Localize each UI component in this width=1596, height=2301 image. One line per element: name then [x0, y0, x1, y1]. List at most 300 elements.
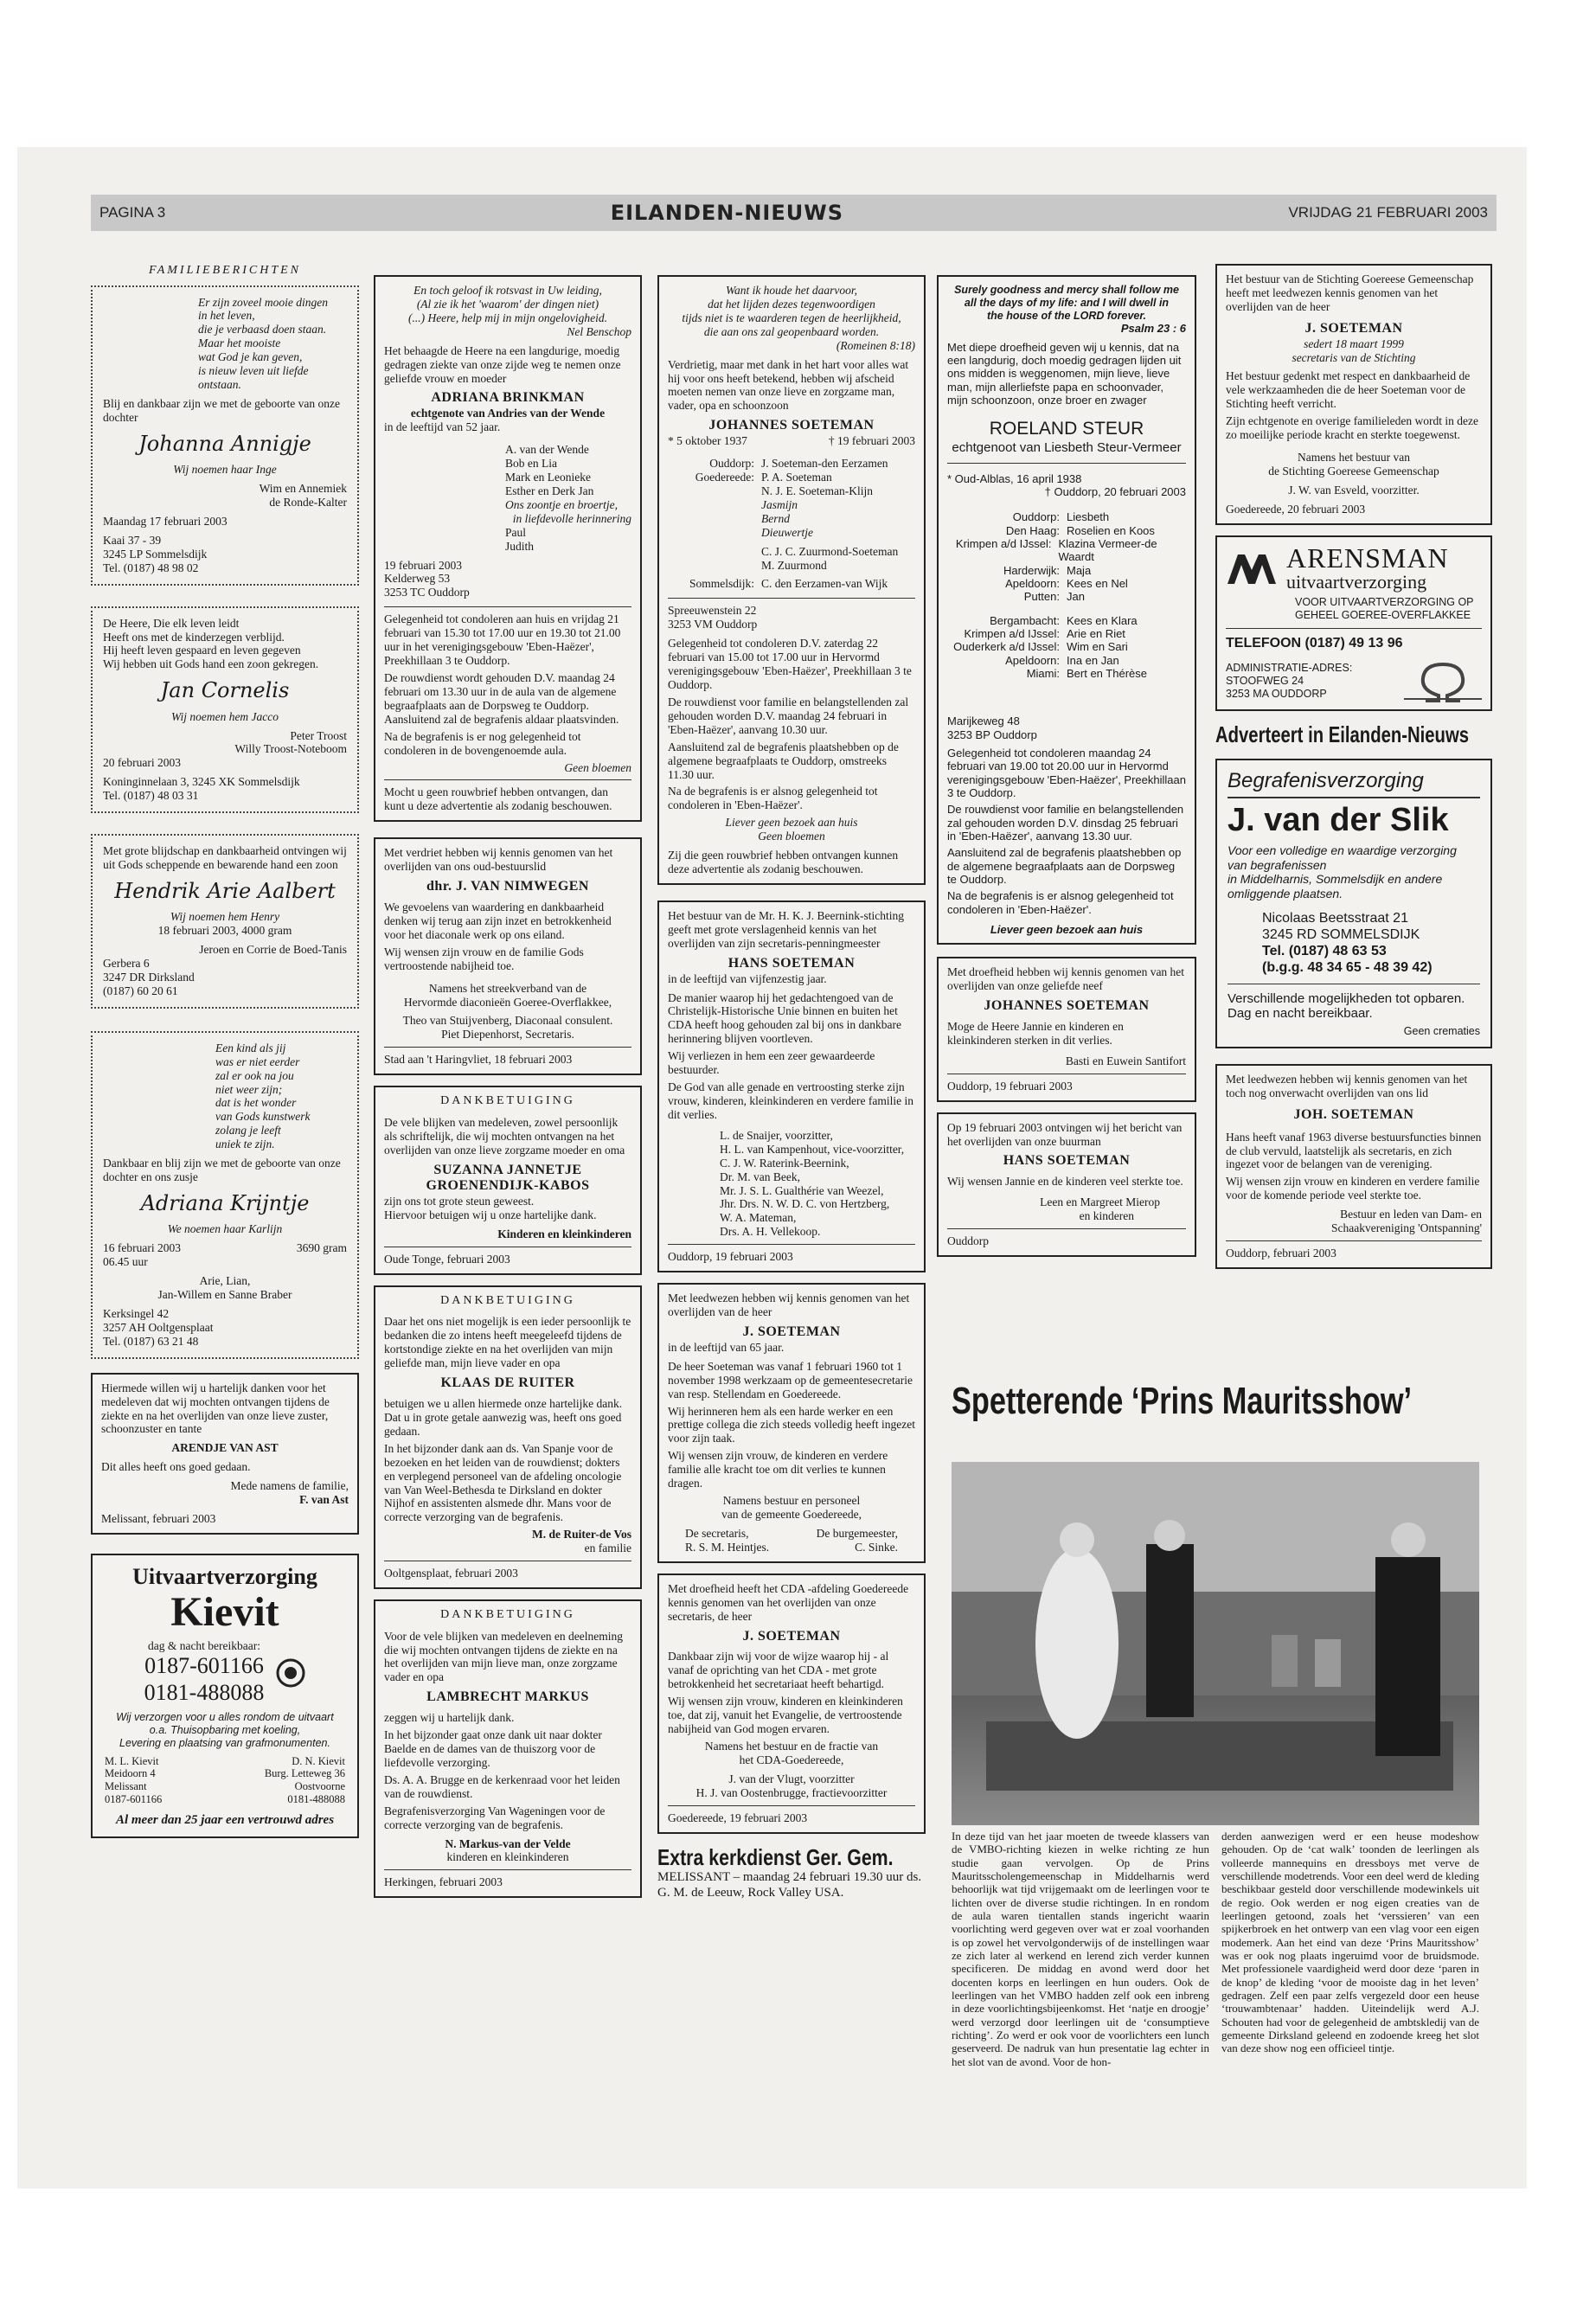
place-date: Ouddorp, februari 2003 — [1226, 1247, 1336, 1260]
scripture-reference: Psalm 23 : 6 — [1120, 322, 1186, 336]
deceased-name: GROENENDIJK-KABOS — [426, 1178, 590, 1194]
poem-line: die aan ons zal geopenbaard worden. — [703, 324, 880, 338]
text: De manier waarop hij het gedachtengoed van de Christelijk-Historische Unie binnen en buiten het CDA heeft hoog gehouden zal bij ons in dankbare herinnering blijven voortleven. — [668, 990, 901, 1046]
signature: Basti en Euwein Santifort — [1065, 1054, 1186, 1067]
text-line: De Heere, Die elk leven leidt — [103, 616, 240, 630]
deceased-name: KLAAS DE RUITER — [440, 1375, 575, 1391]
contact: 0181-488088 — [287, 1792, 345, 1805]
signature: L. de Snaijer, voorzitter, — [720, 1128, 833, 1142]
notice: Mocht u geen rouwbrief hebben ontvangen, dan kunt u deze advertentie als zodanig beschouwen. — [384, 785, 612, 813]
parents: Jan-Willem en Sanne Braber — [157, 1288, 292, 1302]
address: Tel. (0187) 48 03 31 — [103, 789, 199, 803]
address: ADMINISTRATIE-ADRES: — [1226, 662, 1353, 675]
family-member: Maja — [1067, 563, 1092, 577]
text: Wij wensen zijn vrouw en kinderen en verdere familie voor de komende periode veel sterkte toe. — [1226, 1175, 1480, 1202]
nickname: Wij noemen haar Inge — [173, 463, 277, 477]
ad-name: Kievit — [170, 1588, 279, 1635]
family-list — [668, 457, 915, 591]
column-1 — [91, 264, 359, 1849]
parents: Peter Troost — [290, 728, 347, 742]
obituary-beernink-stichting — [657, 901, 926, 1272]
info: Na de begrafenis is er nog gelegenheid tot condoleren in de bovengenoemde aula. — [384, 729, 581, 757]
text-line: Hij heeft leven gespaard en leven gegeven — [103, 644, 301, 657]
page-header — [91, 195, 1497, 231]
signature: Mr. J. S. L. Gualthérie van Weezel, — [720, 1183, 884, 1197]
parents: Wim en Annemiek — [259, 482, 347, 496]
obituary-roeland-steur — [937, 275, 1196, 945]
text: Begrafenisverzorging Van Wageningen voor de correcte verzorging van de begrafenis. — [384, 1804, 606, 1831]
contact: 0187-601166 — [105, 1792, 163, 1805]
family-member: Ina en Jan — [1067, 653, 1119, 667]
signature: Namens het streekverband van de — [428, 981, 587, 995]
family-member: Liesbeth — [1067, 510, 1110, 524]
advertise-banner: Adverteert in Eilanden-Nieuws — [1215, 721, 1470, 748]
text: Voor de vele blijken van medeleven en deelneming die wij mochten ontvangen tijdens de ziekte en na het overlijden van mijn lieve man, onze zorgzame vader en opa — [384, 1629, 624, 1684]
family-place: Krimpen a/d IJssel: — [964, 626, 1060, 640]
ad-description: Voor een volledige en waardige verzorging — [1227, 843, 1457, 858]
column-4 — [937, 275, 1196, 1267]
obituary-gemeente-goedereede — [657, 1283, 926, 1563]
text: zijn ons tot grote steun geweest. — [384, 1195, 535, 1208]
poem-line: tijds niet is te waarderen tegen de heerlijkheid, — [682, 311, 901, 324]
text: In het bijzonder dank aan ds. Van Spanje voor de bezoeken en het leiden van de rouwdienst; dokters en verplegend personeel van de afdeling oncologie van Van Weel-Bethesda te Dirksland en dokter Nijhof en assistenten alsmede dhr. Mans voor de correcte verzorging van de begrafenis. — [384, 1441, 622, 1524]
poem-line: uniek te zijn. — [215, 1138, 275, 1151]
signature: J. W. van Esveld, voorzitter. — [1288, 483, 1420, 497]
deceased-name: SUZANNA JANNETJE — [433, 1162, 582, 1177]
nickname: Wij noemen hem Henry — [170, 910, 280, 924]
age: in de leeftijd van vijfenzestig jaar. — [668, 971, 827, 985]
signature: M. de Ruiter-de Vos — [532, 1528, 631, 1541]
text: Hiermede willen wij u hartelijk danken voor het medeleven dat wij mochten ontvangen tijdens de ziekte en na het overlijden van onze lieve zuster, schoonzuster en tante — [101, 1381, 330, 1436]
family-member: P. A. Soeteman — [761, 471, 832, 484]
text: Daar het ons niet mogelijk is een ieder persoonlijk te bedanken die zo intens heeft meegeleefd tijdens de kortstondige ziekte en na het overlijden van mijn geliefde man, mijn lieve vader en opa — [384, 1315, 631, 1370]
family-place — [668, 526, 761, 540]
family-member: Judith — [505, 539, 535, 553]
text: Met verdriet hebben wij kennis genomen van het overlijden van ons oud-bestuurslid — [384, 846, 613, 874]
family-member: Bernd — [761, 511, 790, 525]
deceased-name: JOHANNES SOETEMAN — [708, 418, 875, 433]
kievit-advert — [91, 1554, 359, 1838]
text: Het behaagde de Heere na een langdurige, moedig gedragen ziekte van onze zijde weg te nemen onze geliefde vrouw en moeder — [384, 343, 621, 385]
deceased-name: J. SOETEMAN — [742, 1628, 841, 1644]
info: De rouwdienst voor familie en belangstellenden zal gehouden worden D.V. dinsdag 25 februari in 'Eben-Haëzer', aanvang 13.30 uur. — [947, 803, 1184, 843]
poem-line: dat is het wonder — [215, 1096, 297, 1110]
text: Wij verliezen in hem een zeer gewaardeerde bestuurder. — [668, 1049, 875, 1077]
family-place: Ouddorp: — [1012, 510, 1060, 524]
phone: TELEFOON (0187) 49 13 96 — [1226, 636, 1403, 651]
signature: N. Markus-van der Velde — [445, 1836, 571, 1850]
family-member: N. J. E. Soeteman-Klijn — [761, 484, 873, 497]
poem-line: (...) Heere, help mij in mijn ongelovigheid. — [407, 311, 608, 324]
scripture-reference: (Romeinen 8:18) — [836, 338, 915, 352]
text: De vele blijken van medeleven, zowel persoonlijk als schriftelijk, die wij mochten ontvangen na het overlijden van onze lieve zorgzame moeder en oma — [384, 1115, 625, 1157]
place-date: Goedereede, 19 februari 2003 — [668, 1811, 808, 1824]
contact: Burg. Letteweg 36 — [264, 1767, 345, 1780]
poem-line: in het leven, — [198, 309, 255, 323]
text: Ds. A. A. Brugge en de kerkenraad voor het leiden van de rouwdienst. — [384, 1772, 620, 1800]
ad-description: omliggende plaatsen. — [1227, 886, 1343, 901]
signature: Mede namens de familie, — [230, 1479, 349, 1493]
address: (0187) 60 20 61 — [103, 984, 178, 997]
date: 19 februari 2003 — [384, 558, 462, 572]
text: De God van alle genade en vertroosting sterke zijn vrouw, kinderen, kleinkinderen en verdere familie in dit verlies. — [668, 1080, 914, 1121]
birth-announcement-hendrik — [91, 834, 359, 1009]
poem-line: is nieuw leven uit liefde ontstaan. — [198, 364, 309, 392]
poem-line: dat het lijden dezes tegenwoordigen — [708, 297, 875, 311]
notice: Zij die geen rouwbrief hebben ontvangen kunnen deze advertentie als zodanig beschouwen. — [668, 849, 899, 876]
obituary-brinkman — [374, 275, 642, 822]
contact: Meidoorn 4 — [105, 1767, 156, 1780]
no-flowers: Geen bloemen — [758, 830, 825, 843]
address: 3247 DR Dirksland — [103, 970, 195, 984]
article-headline: Spetterende ‘Prins Mauritsshow’ — [952, 1380, 1413, 1422]
ad-text: Verschillende mogelijkheden tot opbaren. — [1227, 990, 1465, 1006]
poem — [103, 296, 347, 392]
child-name: Johanna Annigje — [138, 431, 311, 456]
intro: Blij en dankbaar zijn we met de geboorte van onze dochter — [103, 396, 341, 424]
family-place: Harderwijk: — [1003, 563, 1060, 577]
poem — [103, 1042, 347, 1151]
address: 3245 LP Sommelsdijk — [103, 547, 208, 561]
signature: Dr. M. van Beek, — [720, 1170, 800, 1183]
family-member: Jan — [1067, 590, 1085, 604]
info: Aansluitend zal de begrafenis plaatshebben op de algemene begraafplaats te Ouddorp, omstreeks 11.30 uur. — [668, 740, 899, 781]
place-date: Oude Tonge, februari 2003 — [384, 1253, 510, 1266]
text: Met droefheid heeft het CDA -afdeling Goedereede kennis genomen van het overlijden van onze secretaris, de heer — [668, 1581, 909, 1623]
date: 20 februari 2003 — [103, 756, 181, 770]
deceased-name: ARENDJE VAN AST — [171, 1441, 279, 1455]
ad-note: Geen crematies — [1403, 1025, 1480, 1038]
availability: dag & nacht bereikbaar: — [147, 1639, 261, 1653]
arensman-logo-icon — [1226, 551, 1278, 586]
obituary-nimwegen — [374, 837, 642, 1075]
phone: 0181-488088 — [144, 1679, 265, 1705]
text: Het bestuur van de Stichting Goereese Gemeenschap heeft met leedwezen kennis genomen van het overlijden van de heer — [1226, 272, 1474, 313]
no-visit: Liever geen bezoek aan huis — [725, 816, 858, 830]
text-line: Heeft ons met de kinderzegen verblijd. — [103, 630, 285, 644]
slogan: Levering en plaatsing van grafmonumenten. — [119, 1736, 330, 1749]
signature: Schaakvereniging 'Ontspanning' — [1331, 1221, 1482, 1235]
info: De rouwdienst voor familie en belangstellenden zal gehouden worden D.V. maandag 24 februari in 'Eben-Haëzer', aanvang 10.30 uur. — [668, 695, 909, 736]
signatures — [668, 1129, 915, 1239]
nickname: Wij noemen hem Jacco — [170, 709, 279, 723]
phone: (b.g.g. 48 34 65 - 48 39 42) — [1262, 959, 1433, 975]
family-member: A. van der Wende — [505, 443, 589, 457]
family-member: Mark en Leonieke — [505, 471, 591, 484]
text: Wij wensen Jannie en de kinderen veel sterkte toe. — [947, 1175, 1183, 1189]
address: 3253 BP Ouddorp — [947, 727, 1037, 741]
van-der-slik-advert — [1215, 759, 1492, 1048]
contact: M. L. Kievit — [105, 1754, 159, 1767]
date: 16 februari 2003 — [103, 1241, 181, 1255]
text: We gevoelens van waardering en dankbaarheid denken wij terug aan zijn inzet en betrokkenheid voor het diaconale werk op ons eiland. — [384, 901, 612, 941]
text: Op 19 februari 2003 ontvingen wij het bericht van het overlijden van onze buurman — [947, 1120, 1183, 1148]
article-column: derden aanwezigen werd er een heuse modeshow gehouden. Op de ‘cat walk’ toonden de leerlingen als volleerde mannequins en dressboys met verve de verschillende modetrends. Voor een deel werd de kleding beschikbaar gesteld door verschillende modewinkels uit de regio. Ook werden er nog eigen creaties van de leerlingen getoond, zoals het ‘verssieren’ van een spijkerbroek en het ontwerp van een vlag voor een eigen modemerk. Aan het eind van deze ‘Prins Mauritsshow’ was er ook nog plaats ingeruimd voor de bruidsmode. Met professionele vaardigheid werd door deze ‘paren in de knop’ de kleding ‘voor de mooiste dag in het leven’ gedragen. Zelf een paar zelfs vergezeld door een heuse ‘trouwambtenaar’ hadden. Uiteindelijk werd A.J. Schouten had voor de gelegenheid de ambtskledij van de gemeente Dirksland geleend en zodoende kreeg het slot van deze show nog een officieel tintje. — [1221, 1830, 1479, 2055]
text: Wij wensen zijn vrouw, kinderen en kleinkinderen toe, dat zij, vanuit het Evangelie, de vertroostende nabijheid van God mogen ervaren. — [668, 1695, 903, 1736]
thanks-arendje — [91, 1373, 359, 1535]
place-date: Ouddorp — [947, 1234, 989, 1248]
address: Spreeuwenstein 22 — [668, 604, 757, 618]
ad-line: VOOR UITVAARTVERZORGING OP GEHEEL GOEREE-OVERFLAKKEE — [1295, 595, 1474, 621]
thanks-markus — [374, 1599, 642, 1898]
poem-line: Surely goodness and mercy shall follow me — [954, 284, 1179, 296]
deceased-name: ROELAND STEUR — [989, 419, 1144, 439]
obituary-cda — [657, 1574, 926, 1834]
spouse: echtgenote van Andries van der Wende — [410, 407, 606, 420]
poem-line: Er zijn zoveel mooie dingen — [198, 295, 328, 309]
ad-subtitle: uitvaartverzorging — [1286, 570, 1427, 593]
deceased-name: LAMBRECHT MARKUS — [426, 1689, 589, 1705]
notice-title: DANKBETUIGING — [440, 1293, 575, 1307]
birth-announcement-johanna — [91, 285, 359, 586]
text: Met leedwezen hebben wij kennis genomen van het overlijden van de heer — [668, 1292, 910, 1319]
no-flowers: Geen bloemen — [564, 760, 631, 774]
family-member: Arie en Riet — [1067, 626, 1125, 640]
contact: D. N. Kievit — [292, 1754, 345, 1767]
birth-date: * 5 oktober 1937 — [668, 434, 747, 448]
notice-title: DANKBETUIGING — [440, 1608, 575, 1622]
family-member: Esther en Derk Jan — [505, 484, 594, 497]
address: 3253 TC Ouddorp — [384, 586, 470, 599]
info: Aansluitend zal de begrafenis plaatshebben op de algemene begraafplaats aan de Dorpsweg te Ouddorp. — [947, 846, 1182, 886]
family-member: Bob en Lia — [505, 457, 557, 471]
info: Na de begrafenis is er alsnog gelegenheid tot condoleren in 'Eben-Haëzer'. — [947, 889, 1174, 916]
age: in de leeftijd van 52 jaar. — [384, 420, 501, 434]
family-place: Sommelsdijk: — [689, 577, 754, 591]
poem-line: (Al zie ik het 'waarom' der dingen niet) — [416, 297, 599, 311]
spouse: echtgenoot van Liesbeth Steur-Vermeer — [952, 439, 1182, 455]
family-member: Kees en Klara — [1067, 613, 1138, 627]
address: 3257 AH Ooltgensplaat — [103, 1320, 214, 1334]
column-3 — [657, 275, 926, 1901]
family-member: C. J. C. Zuurmond-Soeteman — [761, 544, 899, 558]
family-member: C. den Eerzamen-van Wijk — [761, 577, 888, 591]
poem-line: zal er ook na jou — [215, 1068, 294, 1082]
contact: Melissant — [105, 1780, 147, 1793]
family-member: Klazina Vermeer-de Waardt — [1058, 536, 1157, 564]
place-date: Ouddorp, 19 februari 2003 — [947, 1079, 1073, 1093]
page-number: PAGINA 3 — [99, 204, 166, 221]
signature: Jhr. Drs. N. W. D. C. von Hertzberg, — [720, 1197, 890, 1211]
info: Gelegenheid tot condoleren D.V. zaterdag 22 februari van 15.00 tot 17.00 uur in Hervormd verenigingsgebouw 'Eben-Haëzer', Preekhillaan 3 te Ouddorp. — [668, 637, 912, 691]
birth-announcement-adriana — [91, 1031, 359, 1359]
address: 3245 RD SOMMELSDIJK — [1262, 927, 1420, 943]
family-member: Jasmijn — [761, 497, 798, 511]
ad-description: in Middelharnis, Sommelsdijk en andere — [1227, 872, 1443, 887]
text: Verdrietig, maar met dank in het hart voor alles wat hij voor ons heeft betekend, hebben wij afscheid moeten nemen van onze lieve en zorgzame man, vader, opa en schoonzoon — [668, 357, 909, 413]
child-name: Hendrik Arie Aalbert — [114, 878, 336, 903]
address: STOOFWEG 24 — [1226, 674, 1304, 687]
place-date: Herkingen, februari 2003 — [384, 1875, 503, 1889]
info: Gelegenheid tot condoleren aan huis en vrijdag 21 februari van 15.30 tot 17.00 uur en 19.30 tot 21.00 uur in het verenigingsgebouw 'Eben-Haëzer', Preekhillaan 3 te Ouddorp. — [384, 612, 621, 668]
family-member: Wim en Sari — [1067, 640, 1128, 654]
family-place: Apeldoorn: — [1005, 653, 1060, 667]
family-member: in liefdevolle herinnering — [512, 511, 631, 525]
deceased-name: HANS SOETEMAN — [1003, 1153, 1131, 1169]
family-member: Paul — [505, 525, 527, 539]
text: Met droefheid hebben wij kennis genomen van het overlijden van onze geliefde neef — [947, 965, 1185, 993]
family-member: J. Soeteman-den Eerzamen — [761, 457, 888, 471]
text: Wij wensen zijn vrouw, de kinderen en verdere familie alle kracht toe om dit verlies te kunnen dragen. — [668, 1449, 888, 1490]
info: De rouwdienst wordt gehouden D.V. maandag 24 februari om 13.30 uur in de aula van de algemene begraafplaats aan de Dorpsweg te Ouddorp. Aansluitend zal de begrafenis aldaar plaatsvinden. — [384, 671, 619, 726]
family-place: Goedereede: — [695, 471, 754, 484]
obituary-johannes-soeteman — [657, 275, 926, 885]
deceased-name: HANS SOETEMAN — [727, 955, 856, 971]
column-5 — [1215, 264, 1492, 1279]
family-place — [668, 498, 761, 512]
address: Nicolaas Beetsstraat 21 — [1262, 911, 1408, 926]
family-place — [668, 545, 761, 559]
obituary-buurman — [937, 1112, 1196, 1257]
signature: het CDA-Goedereede, — [739, 1753, 844, 1766]
signature: C. J. W. Raterink-Beernink, — [720, 1156, 849, 1170]
info: Gelegenheid tot condoleren maandag 24 februari van 19.00 tot 20.00 uur in Hervormd verenigingsgebouw 'Eben-Haëzer', Preekhillaan 3 te Ouddorp. — [947, 746, 1186, 799]
parents: Arie, Lian, — [199, 1274, 251, 1288]
family-member: Bert en Thérèse — [1067, 666, 1147, 680]
time: 06.45 uur — [103, 1255, 148, 1269]
place-date: Ouddorp, 19 februari 2003 — [668, 1250, 793, 1264]
text: Het bestuur gedenkt met respect en dankbaarheid de vele werkzaamheden die de heer Soeteman voor de Stichting heeft verricht. — [1226, 369, 1471, 411]
phone: 0187-601166 — [144, 1652, 264, 1678]
poem-line: wat God je kan geven, — [198, 350, 303, 364]
death-date: † Ouddorp, 20 februari 2003 — [1044, 485, 1186, 498]
address: Gerbera 6 — [103, 957, 150, 971]
text: Hans heeft vanaf 1963 diverse bestuursfuncties binnen de club vervuld, laatstelijk als secretaris, en zich ingezet voor de belangen van de vereniging. — [1226, 1130, 1482, 1171]
text: Moge de Heere Jannie en kinderen en kleinkinderen sterken in dit verlies. — [947, 1019, 1124, 1047]
signature: Namens het bestuur en de fractie van — [704, 1739, 879, 1753]
signature: en kinderen — [1079, 1209, 1134, 1223]
masthead: EILANDEN-NIEUWS — [610, 201, 843, 225]
family-list — [947, 510, 1186, 680]
text-line: Wij hebben uit Gods hand een zoon gekregen. — [103, 657, 319, 671]
signature: C. Sinke. — [855, 1540, 898, 1554]
signature: Hervormde diaconieën Goeree-Overflakkee, — [403, 995, 612, 1009]
deceased-name: JOHANNES SOETEMAN — [984, 998, 1150, 1014]
text: Hiervoor betuigen wij u onze hartelijke dank. — [384, 1208, 597, 1222]
signature: kinderen en kleinkinderen — [446, 1850, 569, 1864]
family-place: Ouddorp: — [709, 457, 754, 471]
family-place: Ouderkerk a/d IJssel: — [953, 640, 1060, 654]
signature: Theo van Stuijvenberg, Diaconaal consulent. — [402, 1014, 613, 1028]
family-member: Roselien en Koos — [1067, 523, 1155, 537]
nickname: We noemen haar Karlijn — [167, 1222, 283, 1236]
family-place: Apeldoorn: — [1005, 576, 1060, 590]
parents: Jeroen en Corrie de Boed-Tanis — [199, 943, 347, 957]
article-column: In deze tijd van het jaar moeten de tweede klassers van de VMBO-richting kiezen in welke richting ze hun studie gaan vervolgen. Op de Prins Mauritsscholengemeenschap in Middelharnis werd behoorlijk wat tijd vrijgemaakt om de leerlingen voor te lichten over de diverse studie richtingen. In en rondom de aula waren tientallen stands ingericht waarin voorlichting werd gegeven over wat er zoal voorhanden is op zowel het vervolgonderwijs of de instellingen waar ze zich later al werkend en lerend zich verder kunnen specificeren. De middag en avond werd door het docenten korps en leerlingen en hun ouders. Ook de leerlingen van het VMBO hadden zelf ook een inbreng in deze voorlichtingsbijeenkomst. Het ‘natje en droogje’ werd verzorgd door leerlingen uit de ‘consumptieve richting’. Zo werd er ook voor de voorlichters een lunch geserveerd. De nadruk van hun presentatie lag echter in het slot van de avond. Voor de hon- — [952, 1830, 1209, 2068]
role: secretaris van de Stichting — [1292, 350, 1416, 364]
text: Het bestuur van de Mr. H. K. J. Beernink-stichting geeft met grote verslagenheid kennis van het overlijden van zijn secretaris-penningmeester — [668, 908, 904, 950]
signature: van de gemeente Goedereede, — [721, 1508, 862, 1521]
family-list — [384, 443, 631, 553]
thanks-groenendijk — [374, 1086, 642, 1275]
extra-church-service — [657, 1844, 926, 1901]
signature: Namens het bestuur van — [1297, 451, 1411, 465]
article-body — [952, 1830, 1479, 2068]
notice-title: DANKBETUIGING — [440, 1094, 575, 1108]
text: De heer Soeteman was vanaf 1 februari 1960 tot 1 november 1998 werkzaam op de gemeentesecretarie van resp. Stellendam en Goedereede. — [668, 1359, 913, 1400]
article-photo — [952, 1462, 1479, 1825]
poem-line: Want ik houde het daarvoor, — [725, 284, 858, 297]
section-title: FAMILIEBERICHTEN — [148, 264, 302, 277]
signature: W. A. Mateman, — [720, 1211, 797, 1225]
family-place — [668, 512, 761, 526]
family-member: Ons zoontje en broertje, — [505, 497, 618, 511]
place-date: Goedereede, 20 februari 2003 — [1226, 502, 1366, 516]
place-date: Stad aan 't Haringvliet, 18 februari 2003 — [384, 1053, 573, 1067]
article-header — [952, 1380, 1479, 1423]
signature: R. S. M. Heintjes. — [685, 1540, 770, 1554]
address: 3253 VM Ouddorp — [668, 618, 758, 631]
signature: Leen en Margreet Mierop — [1040, 1195, 1160, 1209]
poem-line: Maar het mooiste — [198, 336, 281, 350]
family-place: Den Haag: — [1005, 523, 1060, 537]
poem-line: van Gods kunstwerk — [215, 1110, 311, 1124]
notice-title: Extra kerkdienst Ger. Gem. — [657, 1843, 894, 1870]
poem-line: all the days of my life: and I will dwell in — [964, 296, 1170, 309]
contact: Oostvoorne — [294, 1780, 345, 1793]
logo-icon — [276, 1657, 305, 1689]
child-name: Adriana Krijntje — [140, 1191, 310, 1216]
signature: de Stichting Goereese Gemeenschap — [1268, 465, 1439, 478]
deceased-name: ADRIANA BRINKMAN — [431, 390, 585, 406]
text: MELISSANT – maandag 24 februari 19.30 uur ds. G. M. de Leeuw, Rock Valley USA. — [657, 1870, 922, 1900]
info: Na de begrafenis is er alsnog gelegenheid tot condoleren in 'Eben-Haëzer'. — [668, 785, 878, 812]
text: Wij wensen zijn vrouw en de familie Gods vertroostende nabijheid toe. — [384, 945, 584, 972]
issue-date: VRIJDAG 21 FEBRUARI 2003 — [1288, 204, 1488, 221]
poem-line: die je verbaasd doen staan. — [198, 323, 327, 336]
date: Maandag 17 februari 2003 — [103, 514, 228, 528]
parents: de Ronde-Kalter — [269, 495, 347, 509]
no-visit: Liever geen bezoek aan huis — [990, 922, 1144, 936]
author: Nel Benschop — [567, 324, 631, 338]
signature: H. J. van Oostenbrugge, fractievoorzitter — [695, 1785, 888, 1799]
ad-description: van begrafenissen — [1227, 857, 1327, 872]
signature: en familie — [584, 1541, 631, 1555]
thanks-de-ruiter — [374, 1285, 642, 1589]
obituary-neef — [937, 957, 1196, 1101]
poem-line: was er niet eerder — [215, 1054, 300, 1068]
birth-date: * Oud-Alblas, 16 april 1938 — [947, 471, 1082, 485]
text: Zijn echtgenote en overige familieleden wordt in deze zo moeilijke periode kracht en sterkte toegewenst. — [1226, 414, 1479, 442]
ad-text: Dag en nacht bereikbaar. — [1227, 1006, 1373, 1022]
signature: Drs. A. H. Vellekoop. — [720, 1225, 821, 1239]
intro: Dankbaar en blij zijn we met de geboorte van onze dochter en ons zusje — [103, 1157, 341, 1184]
birth-announcement-jan — [91, 606, 359, 814]
poem-line: niet weer zijn; — [215, 1082, 283, 1096]
place-date: Melissant, februari 2003 — [101, 1512, 216, 1526]
address: Kerksingel 42 — [103, 1306, 170, 1320]
arensman-advert — [1215, 535, 1492, 712]
photo-illustration — [952, 1462, 1479, 1825]
family-member: Kees en Nel — [1067, 576, 1128, 590]
intro: Met grote blijdschap en dankbaarheid ontvingen wij uit Gods scheppende en bewarende hand een zoon — [103, 844, 347, 872]
deceased-name: JOH. SOETEMAN — [1293, 1106, 1414, 1122]
signature: Namens bestuur en personeel — [722, 1494, 861, 1508]
family-place: Miami: — [1026, 666, 1060, 680]
poem-line: Een kind als jij — [215, 1041, 286, 1054]
parents: Willy Troost-Noteboom — [234, 742, 347, 756]
family-place: Bergambacht: — [990, 613, 1060, 627]
ad-footer: Al meer dan 25 jaar een vertrouwd adres — [115, 1812, 335, 1827]
text: Wij herinneren hem als een harde werker en een prettige collega die zich steeds volledig heeft ingezet voor zijn taak. — [668, 1404, 916, 1445]
ad-name: ARENSMAN — [1286, 542, 1449, 574]
weight: 3690 gram — [296, 1241, 347, 1255]
family-member: M. Zuurmond — [761, 558, 827, 572]
phone: Tel. (0187) 48 63 53 — [1262, 944, 1387, 959]
family-place: Putten: — [1023, 590, 1060, 604]
text: zeggen wij u hartelijk dank. — [384, 1711, 515, 1725]
poem-line: zolang je leeft — [215, 1124, 281, 1138]
